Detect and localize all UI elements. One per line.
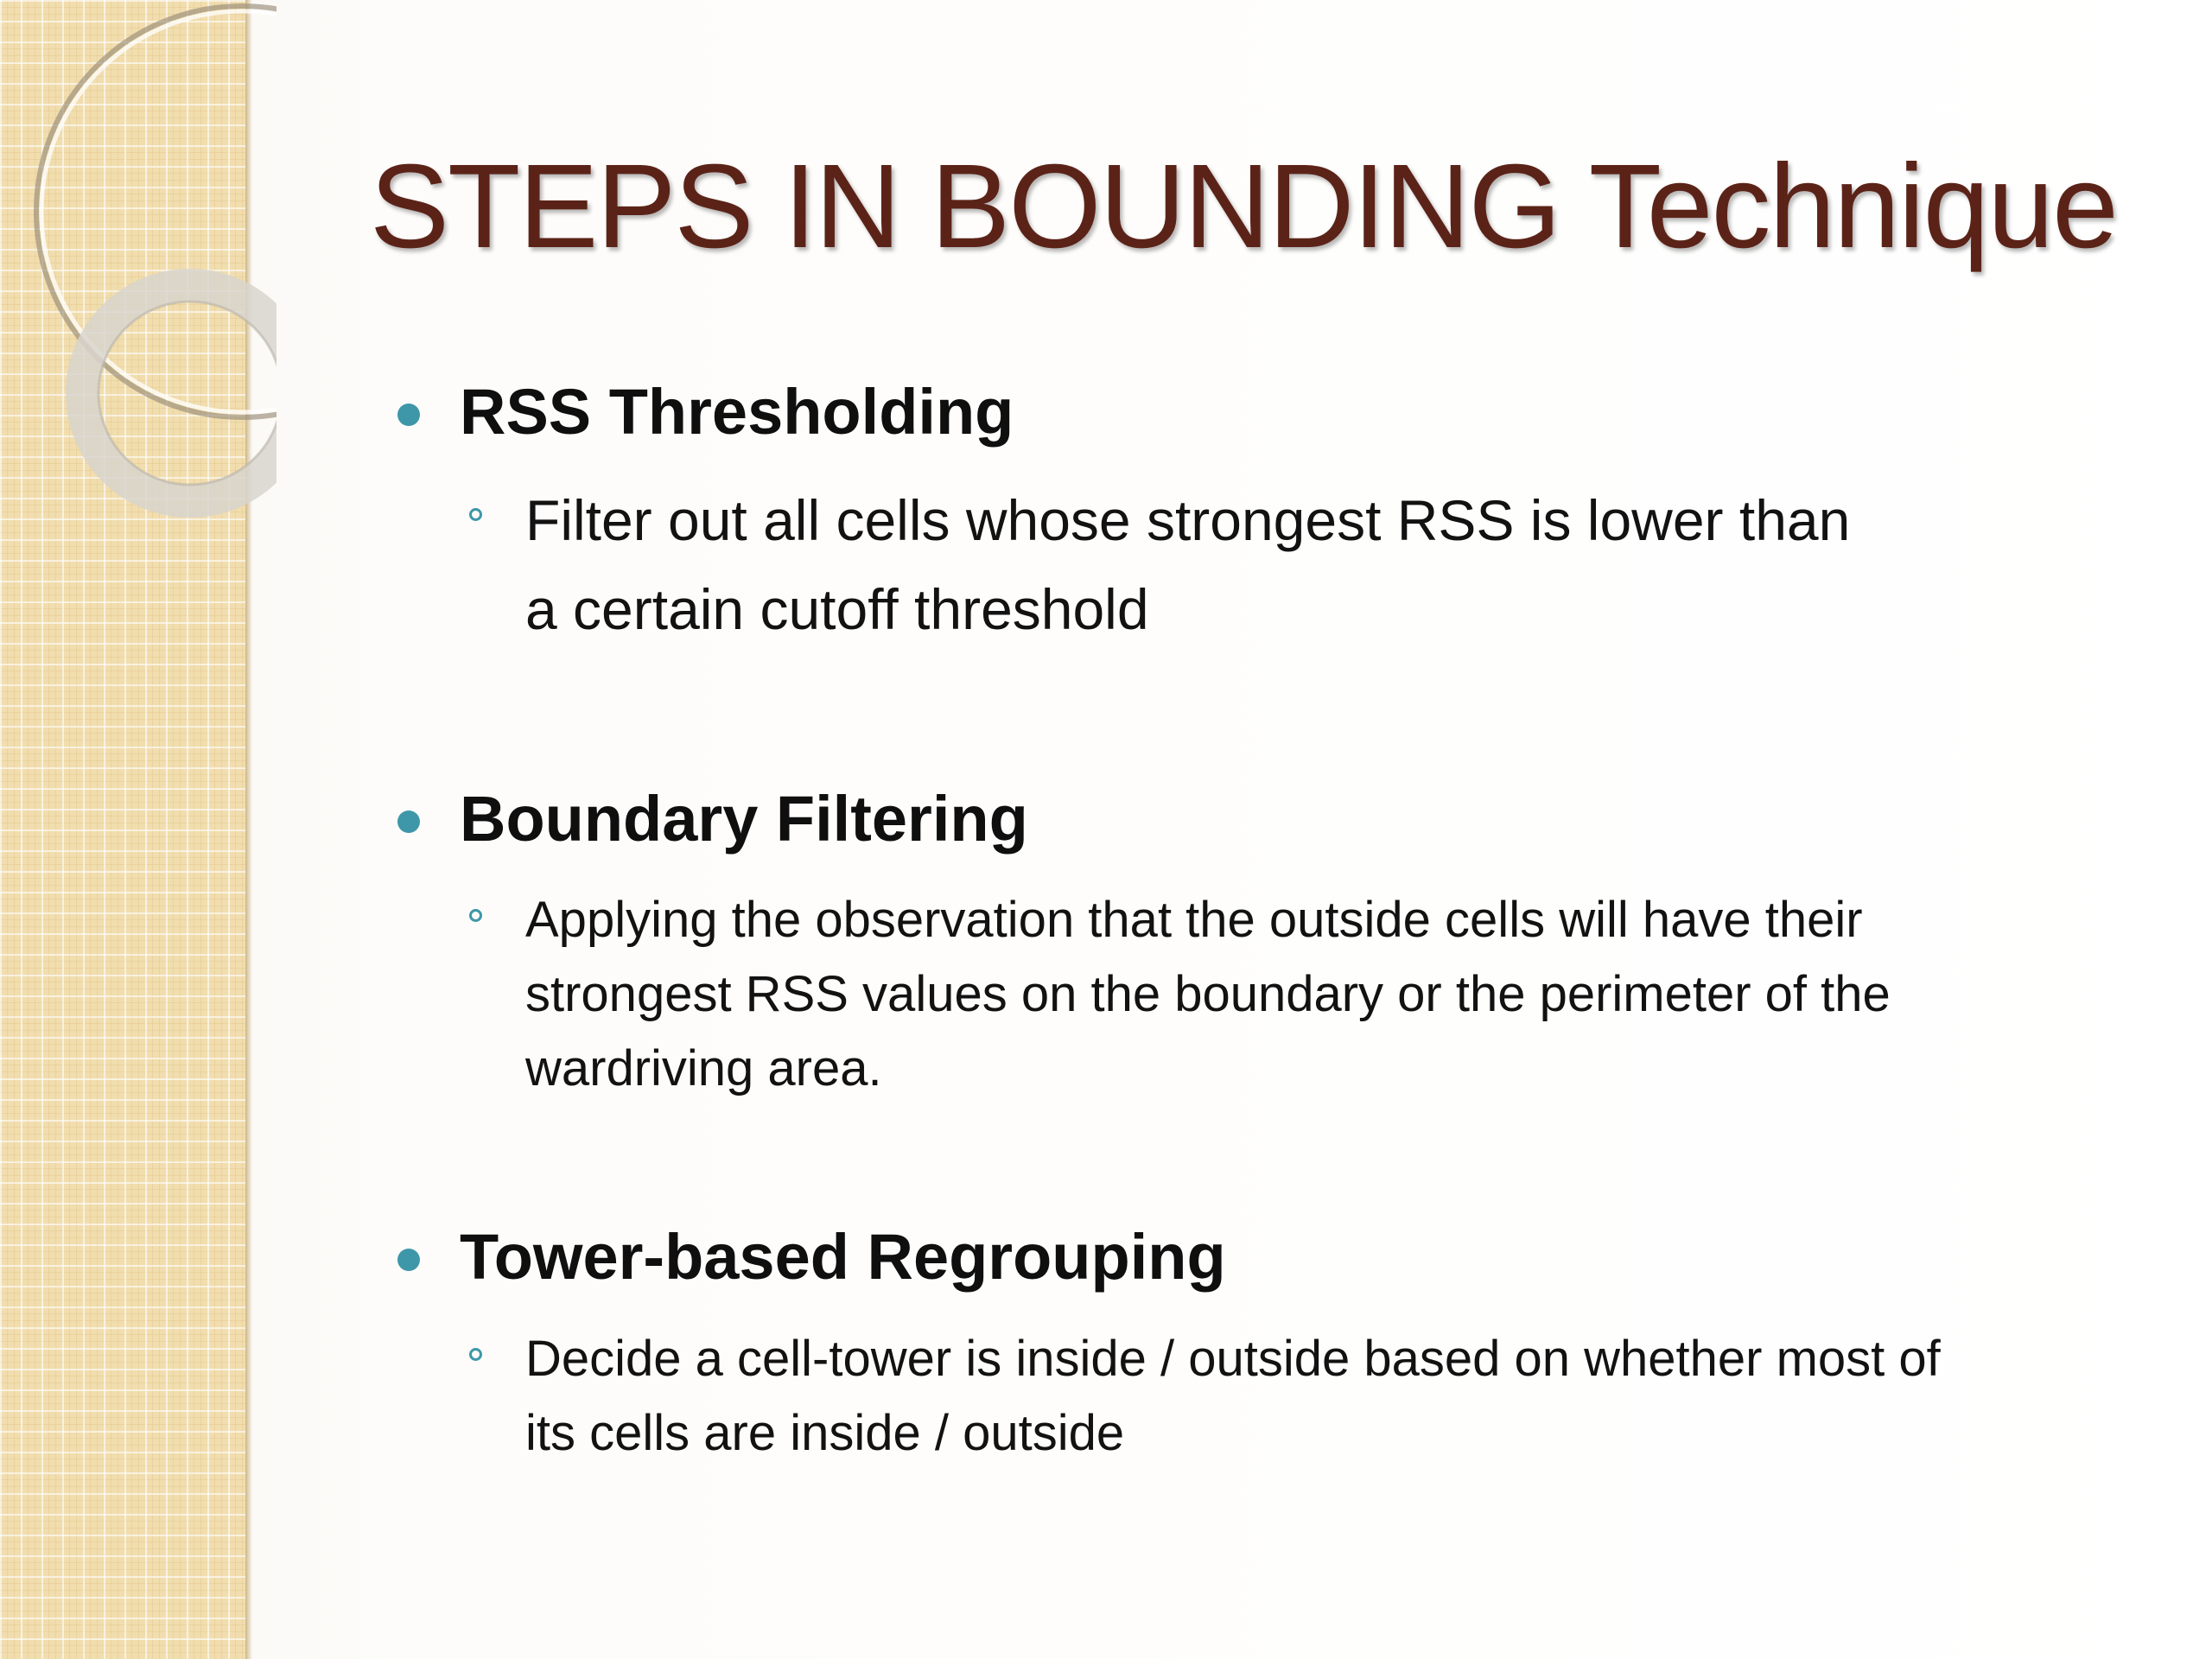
bullet-heading: Boundary Filtering (460, 783, 1028, 855)
sub-bullet-line: wardriving area. (525, 1040, 882, 1096)
sub-bullet-ring-icon (469, 909, 482, 922)
sub-bullet-line: a certain cutoff threshold (525, 577, 1149, 641)
decorative-rings (0, 0, 276, 562)
sub-bullet-line: Filter out all cells whose strongest RSS is lower than (525, 488, 1851, 552)
decorative-small-ring-inner (99, 302, 276, 485)
bullet-dot-icon (397, 404, 420, 426)
sub-bullet-ring-icon (469, 508, 482, 521)
sub-bullet-line: its cells are inside / outside (525, 1405, 1125, 1461)
bullet-heading: Tower-based Regrouping (460, 1221, 1226, 1293)
bullet-dot-icon (397, 1249, 420, 1271)
decorative-small-ring (82, 285, 276, 501)
sub-bullet-line: Decide a cell-tower is inside / outside based on whether most of (525, 1331, 1941, 1387)
bullet-dot-icon (397, 810, 420, 833)
sub-bullet-ring-icon (469, 1348, 482, 1361)
sub-bullet-line: strongest RSS values on the boundary or the perimeter of the (525, 966, 1891, 1022)
sub-bullet-line: Applying the observation that the outside cells will have their (525, 892, 1863, 948)
bullet-heading: RSS Thresholding (460, 376, 1014, 448)
slide-title: STEPS IN BOUNDING Technique (370, 140, 2117, 273)
sub-bullet-text (525, 476, 1850, 654)
sub-bullet-text (525, 1322, 1941, 1471)
sub-bullet-text (525, 883, 1891, 1106)
